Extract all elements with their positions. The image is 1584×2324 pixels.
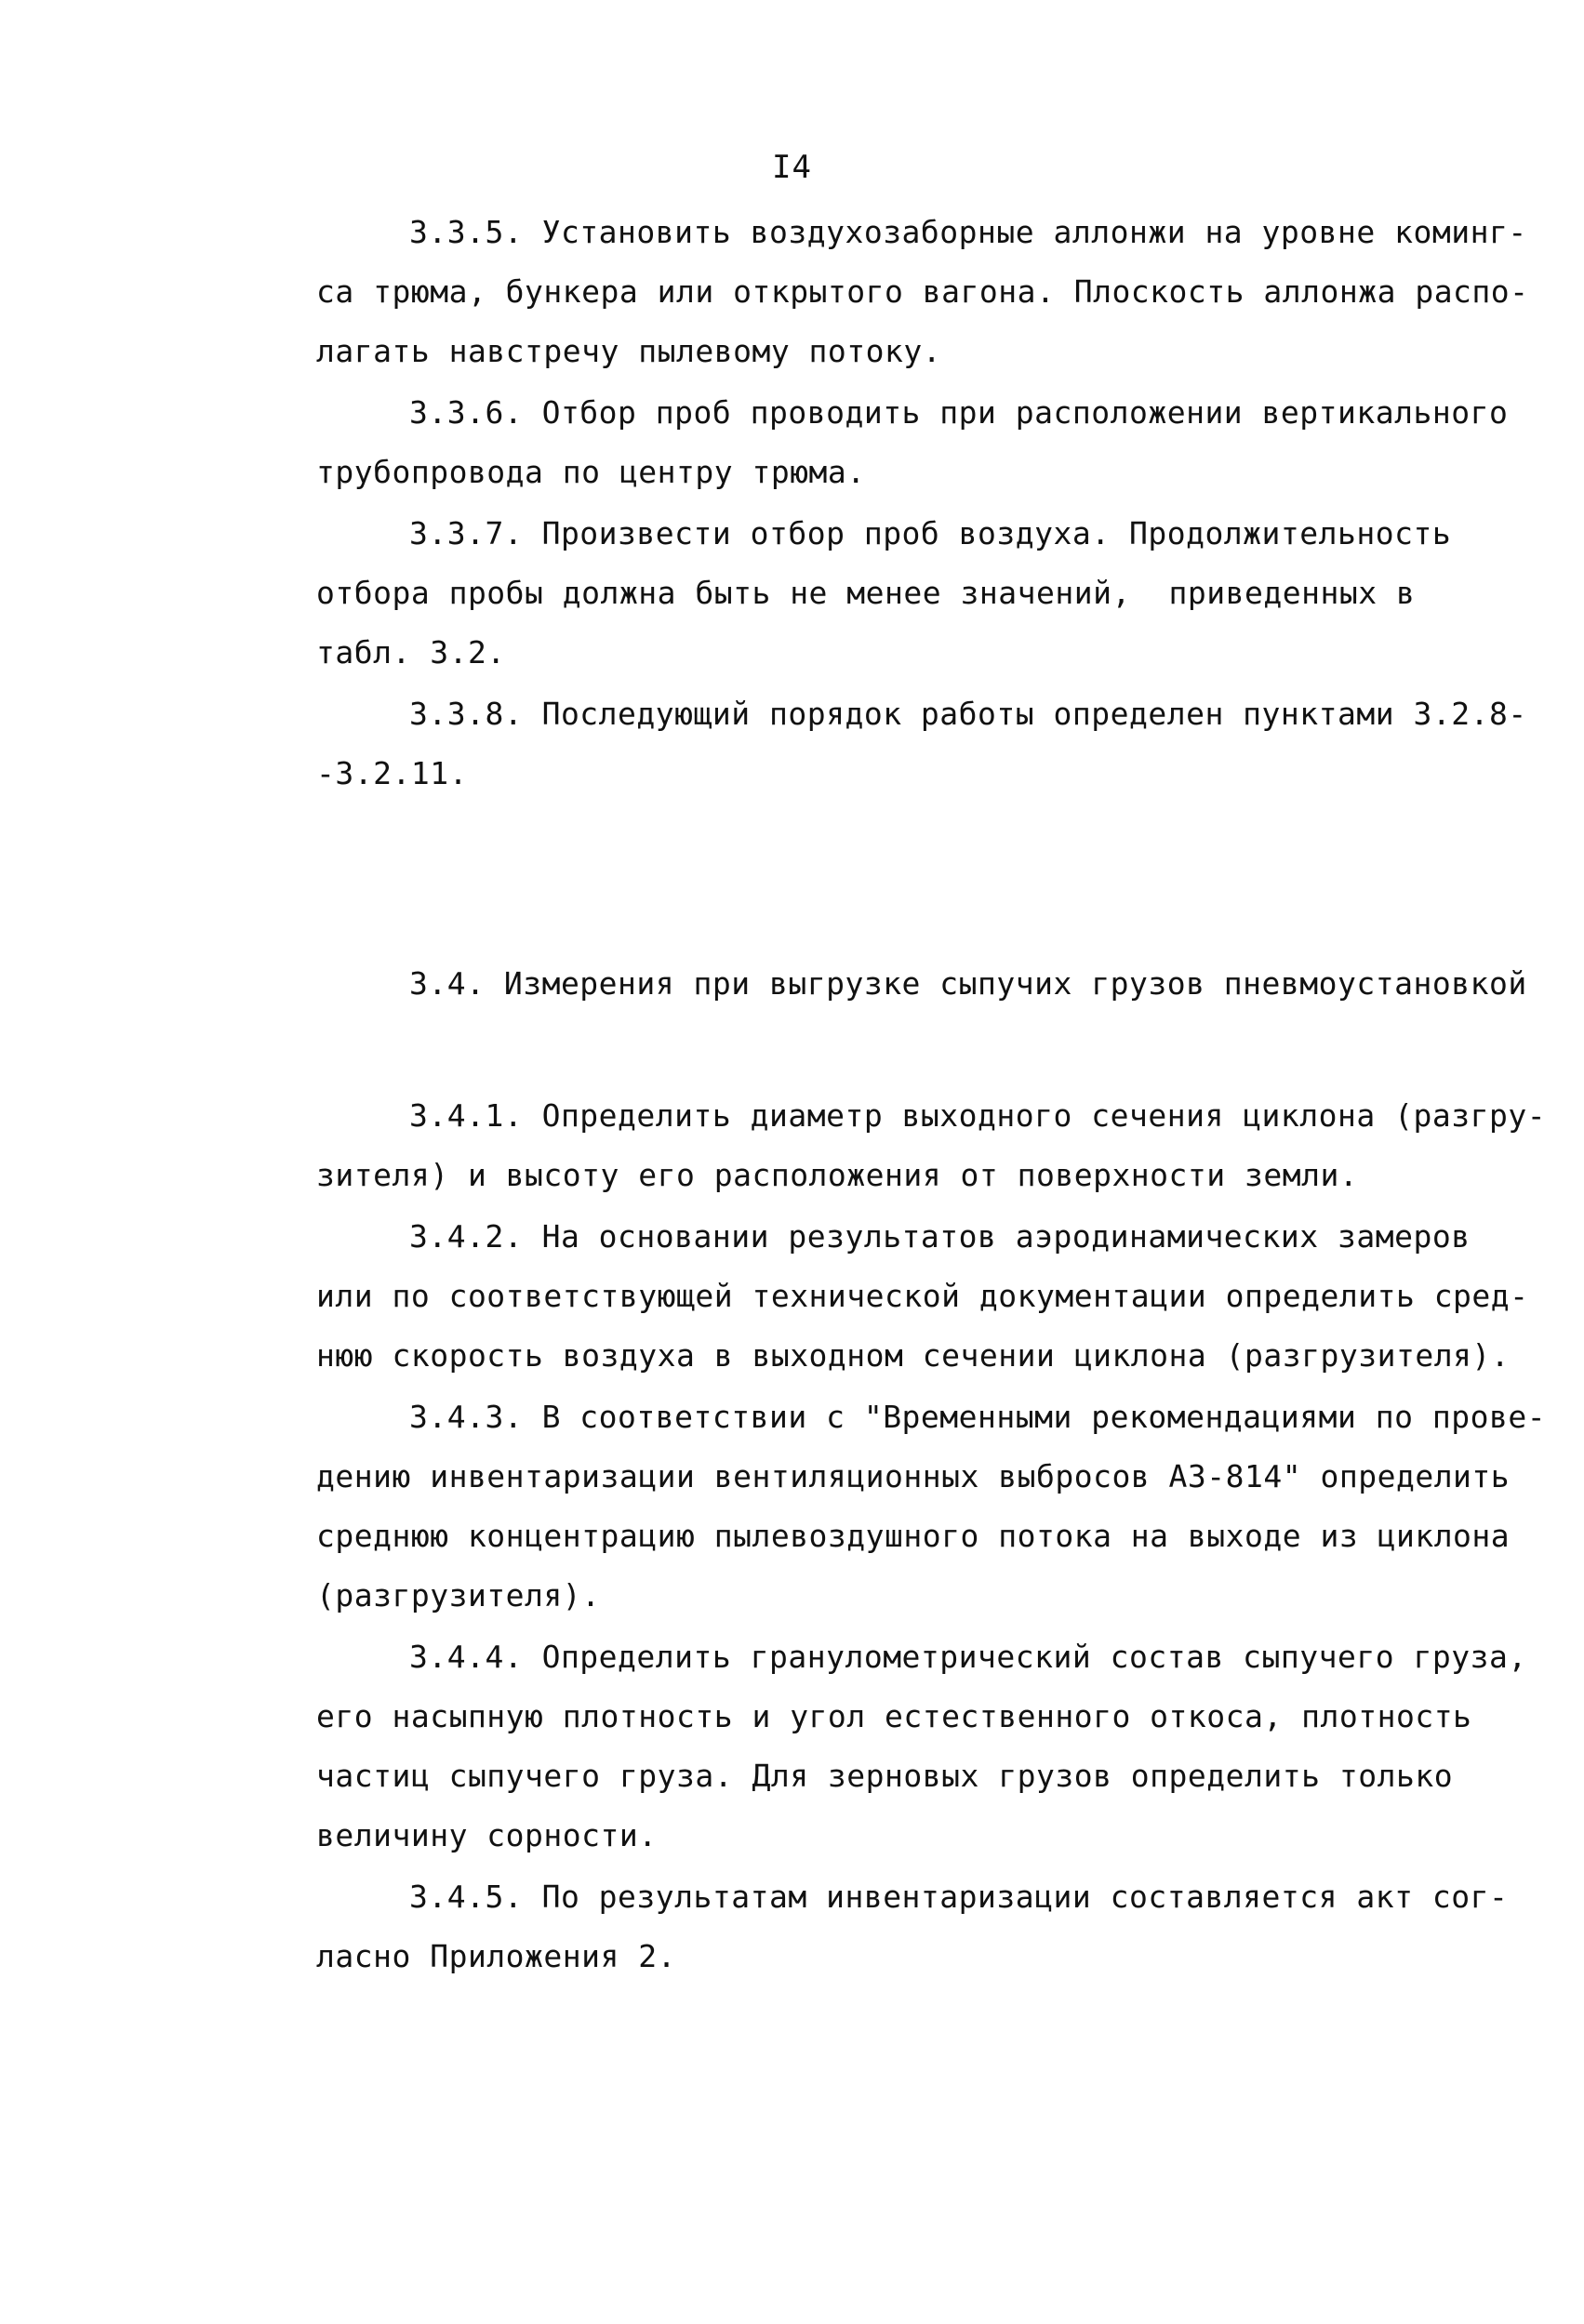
- paragraph-line: табл. 3.2.: [316, 634, 506, 671]
- section-heading: 3.4. Измерения при выгрузке сыпучих грузов пневмоустановкой: [409, 965, 1527, 1002]
- paragraph-line: среднюю концентрацию пылевоздушного потока на выходе из циклона: [316, 1518, 1511, 1554]
- paragraph-line: 3.3.7. Произвести отбор проб воздуха. Продолжительность: [409, 515, 1452, 551]
- section-spacer: [316, 805, 1525, 954]
- paragraph-line: -3.2.11.: [316, 755, 468, 791]
- paragraph-line: величину сорности.: [316, 1817, 658, 1853]
- paragraph-line: 3.4.4. Определить гранулометрический состав сыпучего груза,: [409, 1639, 1527, 1675]
- paragraph-line: частиц сыпучего груза. Для зерновых грузов определить только: [316, 1758, 1454, 1794]
- paragraph-line: его насыпную плотность и угол естественного откоса, плотность: [316, 1698, 1472, 1734]
- paragraph-3-4-5: [316, 1867, 1525, 1986]
- paragraph-line: лагать навстречу пылевому потоку.: [316, 333, 942, 369]
- paragraph-3-4-2: [316, 1207, 1529, 1386]
- paragraph-line: 3.4.2. На основании результатов аэродинамических замеров: [409, 1218, 1471, 1255]
- paragraph-3-3-7: [316, 504, 1525, 683]
- paragraph-line: 3.4.1. Определить диаметр выходного сечения циклона (разгру-: [409, 1097, 1547, 1134]
- paragraph-line: 3.3.5. Установить воздухозаборные аллонжи на уровне коминг-: [409, 214, 1527, 250]
- heading-spacer: [316, 1014, 1525, 1086]
- paragraph-line: нюю скорость воздуха в выходном сечении циклона (разгрузителя).: [316, 1337, 1511, 1374]
- paragraph-3-3-8: [316, 684, 1525, 803]
- paragraph-3-4-4: [316, 1627, 1525, 1866]
- paragraph-line: ласно Приложения 2.: [316, 1938, 676, 1974]
- page-number: I4: [772, 149, 812, 186]
- paragraph-line: 3.3.8. Последующий порядок работы определен пунктами 3.2.8-: [409, 696, 1527, 732]
- document-body: [316, 203, 1547, 1988]
- paragraph-line: отбора пробы должна быть не менее значений, приведенных в: [316, 575, 1416, 611]
- paragraph-line: (разгрузителя).: [316, 1577, 601, 1614]
- paragraph-3-3-5: [316, 203, 1529, 381]
- paragraph-line: зителя) и высоту его расположения от поверхности земли.: [316, 1157, 1359, 1193]
- paragraph-line: трубопровода по центру трюма.: [316, 454, 866, 490]
- paragraph-line: 3.3.6. Отбор проб проводить при расположении вертикального: [409, 394, 1509, 431]
- paragraph-line: 3.4.3. В соответствии с "Временными рекомендациями по прове-: [409, 1399, 1547, 1435]
- paragraph-3-4-3: [316, 1388, 1547, 1626]
- paragraph-line: или по соответствующей технической документации определить сред-: [316, 1278, 1529, 1314]
- paragraph-line: са трюма, бункера или открытого вагона. Плоскость аллонжа распо-: [316, 273, 1529, 310]
- paragraph-3-3-6: [316, 383, 1525, 502]
- paragraph-line: 3.4.5. По результатам инвентаризации составляется акт сог-: [409, 1879, 1509, 1915]
- paragraph-3-4-1: [316, 1086, 1547, 1205]
- paragraph-line: дению инвентаризации вентиляционных выбросов АЗ-814" определить: [316, 1458, 1511, 1494]
